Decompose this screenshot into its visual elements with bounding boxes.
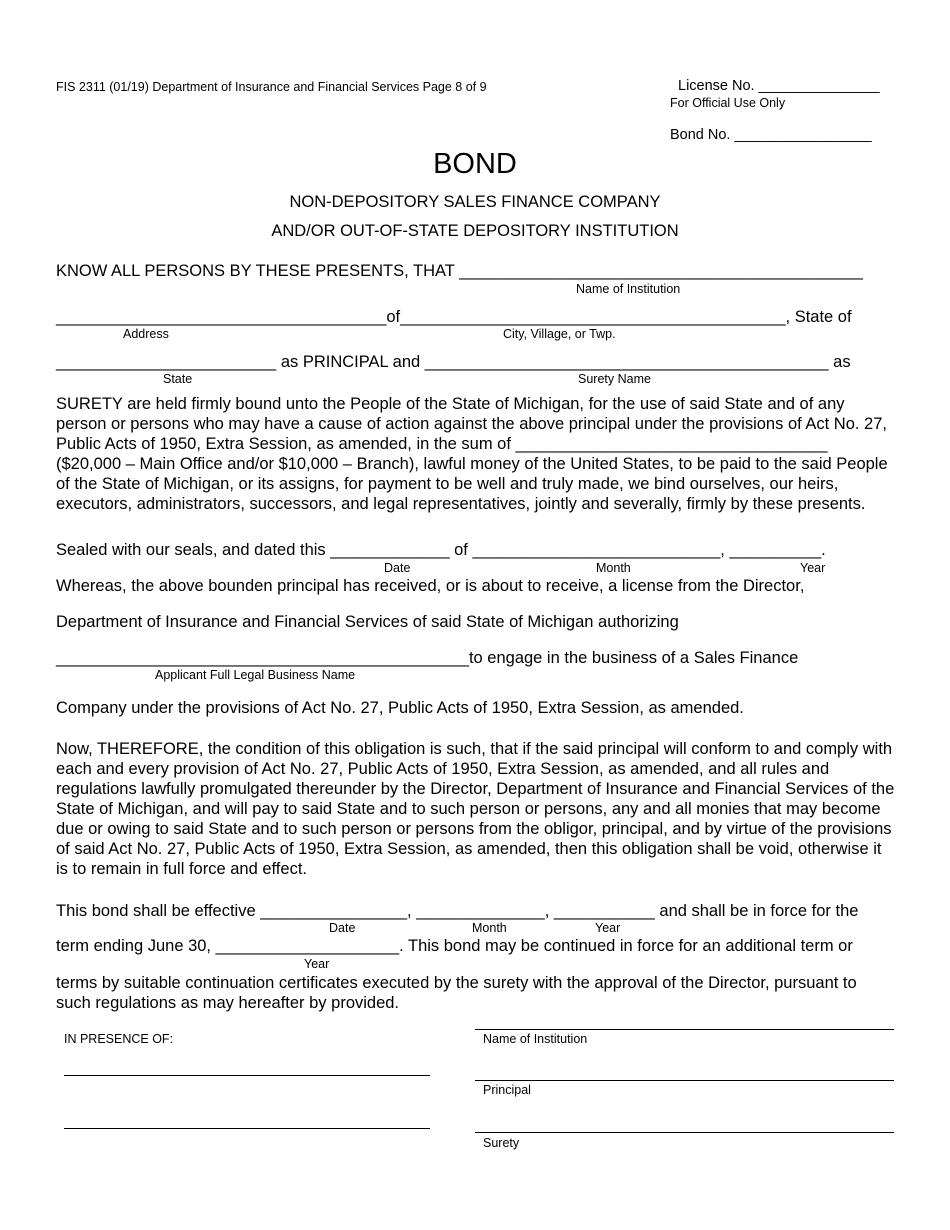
- license-number-field[interactable]: License No. _______________: [678, 78, 880, 94]
- institution-name-label: Name of Institution: [576, 282, 681, 296]
- institution-signature-label: Name of Institution: [483, 1032, 588, 1046]
- surety-signature-label: Surety: [483, 1136, 520, 1150]
- applicant-name-label: Applicant Full Legal Business Name: [155, 668, 356, 682]
- surety-paragraph: SURETY are held firmly bound unto the People of the State of Michigan, for the use of said State and of any person or persons who may have a cause of action against the above principal under the provisions of Act No. 27, Public Acts of 1950, Extra Session, as amended, in the sum of __________________________________ ($20,000 – Main Office and/or $10,000 – Branch), lawful money of the United States, to be paid to the said People of the State of Michigan, or its assigns, for payment to be well and truly made, we bind ourselves, our heirs, executors, administrators, successors, and legal representatives, jointly and severally, firmly by these presents.: [56, 395, 888, 513]
- continuation-paragraph: terms by suitable continuation certificates executed by the surety with the approval of the Director, pursuant to such regulations as may hereafter by provided.: [56, 974, 857, 1012]
- subtitle-line-1: NON-DEPOSITORY SALES FINANCE COMPANY: [289, 193, 661, 211]
- principal-signature-label: Principal: [483, 1083, 531, 1097]
- city-label: City, Village, or Twp.: [503, 327, 616, 341]
- state-surety-field[interactable]: ________________________ as PRINCIPAL and ____________________________________________ as: [56, 353, 851, 371]
- term-ending-field[interactable]: term ending June 30, ____________________. This bond may be continued in force for an additional term or: [56, 937, 853, 955]
- surety-name-label: Surety Name: [578, 372, 651, 386]
- effective-date-label: Date: [329, 921, 356, 935]
- address-city-field[interactable]: ____________________________________of__________________________________________, State of: [56, 308, 852, 326]
- witness-signature-line-1[interactable]: [64, 1075, 430, 1076]
- whereas-line-4: Company under the provisions of Act No. 27, Public Acts of 1950, Extra Session, as amended.: [56, 699, 744, 717]
- state-label: State: [163, 372, 193, 386]
- sealed-date-label: Date: [384, 561, 411, 575]
- term-year-label: Year: [304, 957, 330, 971]
- institution-name-field[interactable]: KNOW ALL PERSONS BY THESE PRESENTS, THAT ____________________________________________: [56, 262, 863, 280]
- witness-signature-line-2[interactable]: [64, 1128, 430, 1129]
- effective-year-label: Year: [595, 921, 621, 935]
- sealed-month-label: Month: [596, 561, 631, 575]
- in-presence-label: IN PRESENCE OF:: [64, 1032, 174, 1046]
- sealed-date-field[interactable]: Sealed with our seals, and dated this _____________ of ___________________________, __________.: [56, 541, 826, 559]
- subtitle-line-2: AND/OR OUT-OF-STATE DEPOSITORY INSTITUTION: [271, 222, 679, 240]
- effective-date-field[interactable]: This bond shall be effective ________________, ______________, ___________ and shall be in force for the: [56, 902, 859, 920]
- whereas-line-1: Whereas, the above bounden principal has received, or is about to receive, a license from the Director,: [56, 577, 805, 595]
- therefore-paragraph: Now, THEREFORE, the condition of this obligation is such, that if the said principal will conform to and comply with each and every provision of Act No. 27, Public Acts of 1950, Extra Session, as amended, and all rules and regulations lawfully promulgated thereunder by the Director, Department of Insurance and Financial Services of the State of Michigan, and will pay to said State and to such person or persons, any and all monies that may become due or owing to said State and to such person or persons from the obligor, principal, and by virtue of the provisions of said Act No. 27, Public Acts of 1950, Extra Session, as amended, then this obligation shall be void, otherwise it is to remain in full force and effect.: [56, 740, 895, 878]
- effective-month-label: Month: [472, 921, 507, 935]
- official-use-note: For Official Use Only: [670, 96, 786, 110]
- surety-signature-line[interactable]: [475, 1132, 894, 1133]
- form-identifier: FIS 2311 (01/19) Department of Insurance and Financial Services Page 8 of 9: [56, 80, 487, 94]
- principal-signature-line[interactable]: [475, 1080, 894, 1081]
- page-title: BOND: [433, 148, 517, 180]
- bond-number-field[interactable]: Bond No. _________________: [670, 127, 872, 143]
- institution-signature-line[interactable]: [475, 1029, 894, 1030]
- whereas-line-2: Department of Insurance and Financial Services of said State of Michigan authorizing: [56, 613, 679, 631]
- address-label: Address: [123, 327, 169, 341]
- applicant-name-field[interactable]: _____________________________________________to engage in the business of a Sales Finance: [56, 649, 799, 667]
- sealed-year-label: Year: [800, 561, 826, 575]
